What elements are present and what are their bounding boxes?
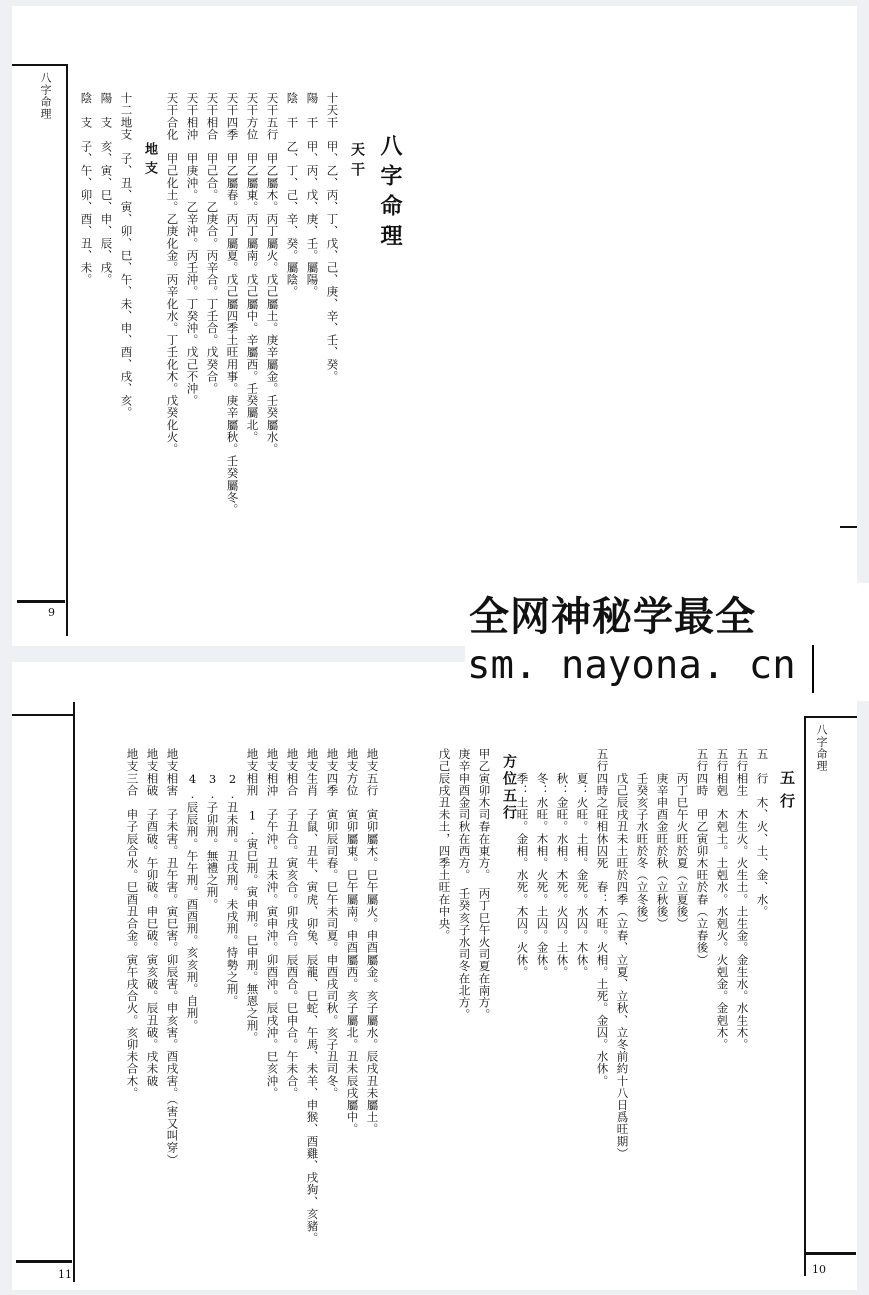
tiangan-line: 天干方位 甲乙屬東。丙丁屬南。戊己屬中。辛屬西。壬癸屬北。 (245, 92, 260, 443)
dizhi-detail-line: 2.丑未刑。丑戌刑。未戌刑。恃勢之刑。 (225, 748, 240, 1008)
book-page-9 (12, 6, 857, 646)
footer-rule (17, 600, 65, 603)
tiangan-line: 天干合化 甲己化土。乙庚化金。丙辛化水。丁壬化木。戊癸化火。 (165, 92, 180, 455)
wuxing-line: 庚辛申酉金旺於秋（立秋後） (655, 748, 670, 930)
wuxing-line: 五 行 木、火、土、金、水。 (755, 748, 770, 918)
tiangan-line: 天干相沖 甲庚沖。乙辛沖。丙壬沖。丁癸沖。戊己不沖。 (185, 92, 200, 407)
wuxing-line: 季：土旺。金相。水死。木囚。火休。 (515, 748, 530, 978)
watermark-url: sm. nayona. cn (467, 643, 796, 688)
tiangan-line: 天干相合 甲己合。乙庚合。丙辛合。丁壬合。戊癸合。 (205, 92, 220, 395)
dizhi-detail-line: 地支三合 申子辰合水。巳酉丑合金。寅午戌合火。亥卯未合木。 (125, 748, 140, 1099)
wuxing-line: 五行相生 木生火。火生土。土生金。金生水。水生木。 (735, 748, 750, 1051)
section-title-tiangan: 天干 (349, 142, 365, 182)
margin-rule-left (73, 702, 75, 1282)
page-number-left: 11 (58, 1268, 72, 1281)
book-page-10-11 (12, 662, 857, 1290)
wuxing-line: 五行相剋 木剋土。土剋水。水剋火。火剋金。金剋木。 (715, 748, 730, 1051)
tiangan-line: 十天干 甲、乙、丙、丁、戊、己、庚、辛、壬、癸。 (325, 92, 340, 383)
dizhi-line: 陰 支 子、午、卯、酉、丑、未。 (79, 92, 94, 286)
margin-rule-right (804, 716, 806, 1276)
header-rule-left (12, 714, 74, 716)
tiangan-line: 陰 干 乙、丁、己、辛、癸。屬陰。 (285, 92, 300, 298)
dizhi-line: 陽 支 亥、寅、巳、申、辰、戌。 (99, 92, 114, 286)
section-title-wuxing: 五行 (778, 770, 796, 816)
tiangan-line: 天干五行 甲乙屬木。丙丁屬火。戊己屬土。庚辛屬金。壬癸屬水。 (265, 92, 280, 455)
fangwei-line: 戊己辰戌丑未土，四季土旺在中央。 (437, 748, 452, 942)
page-number-right: 10 (812, 1263, 826, 1276)
wuxing-text-block (502, 748, 772, 1248)
tiangan-text-block (142, 92, 342, 532)
dizhi-detail-line: 地支方位 寅卯屬東。巳午屬南。申酉屬西。亥子屬北。丑未辰戌屬中。 (345, 748, 360, 1136)
header-rule (12, 64, 67, 66)
fangwei-line: 甲乙寅卯木司春在東方。 丙丁巳午火司夏在南方。 (477, 748, 492, 1021)
wuxing-line: 冬：水旺。木相。火死。土囚。金休。 (535, 748, 550, 978)
running-head-right: 八字命理 (815, 724, 828, 772)
tiangan-line: 陽 干 甲、丙、戊、庚、壬。屬陽。 (305, 92, 320, 298)
margin-rule (66, 64, 68, 636)
running-head: 八字命理 (39, 72, 52, 120)
wuxing-line: 壬癸亥子水旺於冬（立冬後） (635, 748, 650, 930)
dizhi-detail-line: 4.辰辰刑。午午刑。酉酉刑。亥亥刑。自刑。 (185, 748, 200, 1032)
fangwei-text-block (384, 748, 494, 1108)
dizhi-detail-line: 地支相合 子丑合。寅亥合。卯戌合。辰酉合。巳申合。午未合。 (285, 748, 300, 1099)
book-title: 八字命理 (377, 134, 403, 254)
tiangan-line: 天干四季 甲乙屬春。丙丁屬夏。戊己屬四季土旺用事。庚辛屬秋。壬癸屬冬。 (225, 92, 240, 516)
edge-rule (840, 526, 857, 528)
watermark-banner (465, 583, 869, 701)
wuxing-line: 夏：火旺。土相。金死。水囚。木休。 (575, 748, 590, 978)
dizhi-detail-line: 地支五行 寅卯屬木。巳午屬火。申酉屬金。亥子屬水。辰戌丑未屬土。 (365, 748, 380, 1136)
wuxing-line: 丙丁巳午火旺於夏（立夏後） (675, 748, 690, 930)
dizhi-detail-line: 地支相刑 1.寅巳刑。寅申刑。巳申刑。無恩之刑。 (245, 748, 260, 1044)
dizhi-detail-line: 地支相破 子酉破。午卯破。申巳破。寅亥破。辰丑破。戌未破 (145, 748, 160, 1087)
dizhi-detail-text-block (86, 748, 382, 1258)
dizhi-detail-line: 3.子卯刑。無禮之刑。 (205, 748, 220, 911)
dizhi-detail-line: 地支生肖 子鼠、丑牛、寅虎、卯兔、辰龍、巳蛇、午馬、未羊、申猴、酉雞、戌狗、亥豬。 (305, 748, 320, 1245)
dizhi-detail-line: 地支四季 寅卯辰司春。巳午未司夏。申酉戌司秋。亥子丑司冬。 (325, 748, 340, 1099)
page-number: 9 (48, 606, 55, 619)
footer-rule-right (806, 1252, 856, 1255)
watermark-title: 全网神秘学最全 (469, 594, 756, 640)
footer-rule-left (16, 1260, 72, 1263)
section-title-fangwei: 方位五行 (501, 754, 517, 822)
dizhi-detail-line: 地支相害 子未害。丑午害。寅巳害。卯辰害。申亥害。酉戌害。（害又叫穿） (165, 748, 180, 1166)
fangwei-line: 庚辛申酉金司秋在西方。 壬癸亥子水司冬在北方。 (457, 748, 472, 1021)
dizhi-detail-line: 地支相沖 子午沖。丑未沖。寅申沖。卯酉沖。辰戌沖。巳亥沖。 (265, 748, 280, 1099)
wuxing-line: 五行四時 甲乙寅卯木旺於春（立春後） (695, 748, 710, 966)
section-title-dizhi: 地支 (142, 142, 157, 180)
wuxing-line: 戊己辰戌丑未土旺於四季（立春、立夏、立秋、立冬前約十八日爲旺期） (615, 748, 630, 1160)
wuxing-line: 五行四時之旺相休囚死 春：木旺。火相。土死。金囚。水休。 (595, 748, 610, 1087)
text-cursor (812, 645, 814, 693)
dizhi-text-block (72, 92, 136, 452)
dizhi-line: 十二地支 子、丑、寅、卯、巳、午、未、申、酉、戌、亥。 (119, 92, 134, 419)
header-rule-right (804, 716, 857, 718)
wuxing-line: 秋：金旺。水相。木死。火囚。土休。 (555, 748, 570, 978)
